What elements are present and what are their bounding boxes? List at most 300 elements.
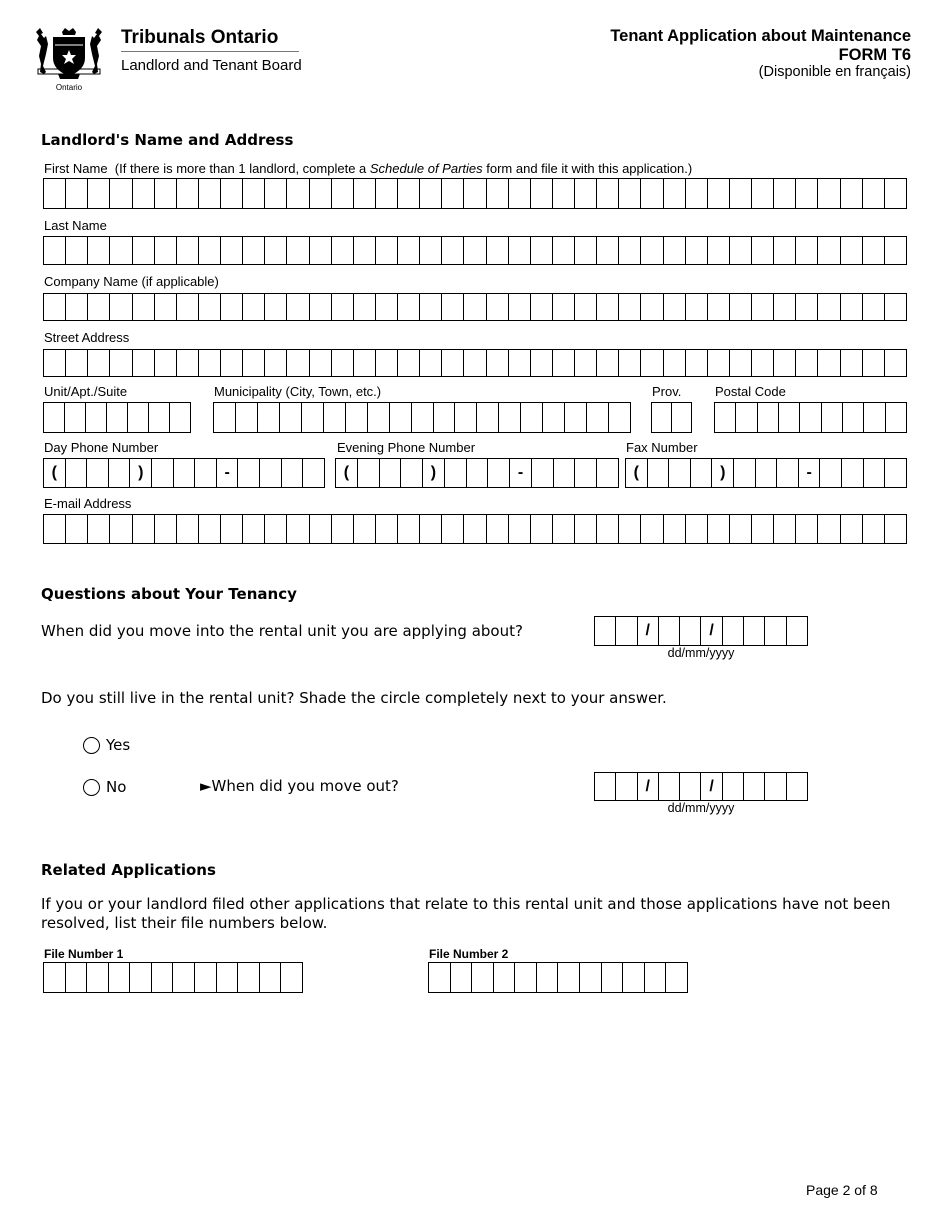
input-cell[interactable] (133, 294, 155, 320)
input-cell[interactable] (730, 179, 752, 208)
input-cell[interactable] (177, 515, 199, 543)
input-cell[interactable] (65, 403, 86, 432)
input-cell[interactable] (442, 350, 464, 376)
input-cell[interactable] (195, 963, 217, 992)
input-cell[interactable] (152, 459, 174, 487)
input-cell[interactable] (287, 515, 309, 543)
input-cell[interactable] (214, 403, 236, 432)
input-cell[interactable] (734, 459, 756, 487)
input-cell[interactable] (149, 403, 170, 432)
input-cell[interactable] (398, 179, 420, 208)
first-name-field[interactable] (43, 178, 907, 209)
input-cell[interactable] (133, 515, 155, 543)
input-cell[interactable] (575, 237, 597, 264)
input-cell[interactable] (800, 403, 821, 432)
input-cell[interactable] (774, 237, 796, 264)
input-cell[interactable] (310, 294, 332, 320)
input-cell[interactable] (368, 403, 390, 432)
input-cell[interactable] (796, 179, 818, 208)
input-cell[interactable] (398, 350, 420, 376)
input-cell[interactable] (499, 403, 521, 432)
input-cell[interactable] (429, 963, 451, 992)
input-cell[interactable] (595, 773, 616, 800)
input-cell[interactable] (553, 179, 575, 208)
input-cell[interactable] (44, 403, 65, 432)
input-cell[interactable] (575, 459, 597, 487)
input-cell[interactable] (265, 294, 287, 320)
input-cell[interactable] (110, 350, 132, 376)
input-cell[interactable] (354, 179, 376, 208)
input-cell[interactable] (358, 459, 380, 487)
input-cell[interactable] (842, 459, 864, 487)
input-cell[interactable] (575, 515, 597, 543)
input-cell[interactable] (619, 179, 641, 208)
input-cell[interactable] (66, 179, 88, 208)
input-cell[interactable] (155, 294, 177, 320)
input-cell[interactable] (864, 403, 885, 432)
input-cell[interactable] (401, 459, 423, 487)
input-cell[interactable] (818, 179, 840, 208)
input-cell[interactable] (44, 294, 66, 320)
input-cell[interactable] (841, 294, 863, 320)
input-cell[interactable] (88, 179, 110, 208)
input-cell[interactable] (412, 403, 434, 432)
input-cell[interactable] (44, 179, 66, 208)
input-cell[interactable] (752, 294, 774, 320)
input-cell[interactable] (376, 237, 398, 264)
input-cell[interactable] (708, 294, 730, 320)
input-cell[interactable] (669, 459, 691, 487)
input-cell[interactable] (281, 963, 302, 992)
input-cell[interactable] (531, 179, 553, 208)
input-cell[interactable] (110, 515, 132, 543)
input-cell[interactable] (580, 963, 602, 992)
input-cell[interactable] (487, 515, 509, 543)
input-cell[interactable] (777, 459, 799, 487)
input-cell[interactable] (221, 515, 243, 543)
input-cell[interactable] (464, 179, 486, 208)
input-cell[interactable] (744, 773, 765, 800)
input-cell[interactable] (44, 963, 66, 992)
input-cell[interactable] (730, 237, 752, 264)
input-cell[interactable] (565, 403, 587, 432)
input-cell[interactable] (841, 237, 863, 264)
input-cell[interactable] (376, 515, 398, 543)
input-cell[interactable] (199, 350, 221, 376)
input-cell[interactable] (420, 179, 442, 208)
input-cell[interactable] (531, 294, 553, 320)
input-cell[interactable] (885, 294, 906, 320)
input-cell[interactable] (260, 459, 282, 487)
input-cell[interactable] (664, 294, 686, 320)
input-cell[interactable] (659, 773, 680, 800)
input-cell[interactable] (280, 403, 302, 432)
input-cell[interactable] (886, 403, 906, 432)
input-cell[interactable] (310, 350, 332, 376)
input-cell[interactable] (744, 617, 765, 645)
input-cell[interactable] (380, 459, 402, 487)
input-cell[interactable] (287, 179, 309, 208)
input-cell[interactable] (752, 237, 774, 264)
input-cell[interactable] (332, 237, 354, 264)
input-cell[interactable] (332, 350, 354, 376)
input-cell[interactable] (44, 350, 66, 376)
input-cell[interactable] (723, 773, 744, 800)
input-cell[interactable] (736, 403, 757, 432)
input-cell[interactable] (841, 350, 863, 376)
input-cell[interactable] (723, 617, 744, 645)
move-out-date-field[interactable] (594, 772, 808, 801)
input-cell[interactable] (487, 237, 509, 264)
input-cell[interactable] (730, 515, 752, 543)
input-cell[interactable] (107, 403, 128, 432)
input-cell[interactable] (488, 459, 510, 487)
input-cell[interactable] (109, 459, 131, 487)
input-cell[interactable] (472, 963, 494, 992)
input-cell[interactable] (243, 350, 265, 376)
input-cell[interactable] (730, 350, 752, 376)
input-cell[interactable] (796, 237, 818, 264)
input-cell[interactable] (666, 963, 687, 992)
input-cell[interactable] (686, 350, 708, 376)
input-cell[interactable] (170, 403, 190, 432)
input-cell[interactable] (787, 773, 807, 800)
input-cell[interactable] (265, 179, 287, 208)
input-cell[interactable] (686, 515, 708, 543)
input-cell[interactable] (843, 403, 864, 432)
input-cell[interactable] (597, 459, 618, 487)
input-cell[interactable] (756, 459, 778, 487)
input-cell[interactable] (442, 237, 464, 264)
input-cell[interactable] (155, 515, 177, 543)
input-cell[interactable] (88, 237, 110, 264)
input-cell[interactable] (708, 237, 730, 264)
input-cell[interactable] (841, 179, 863, 208)
input-cell[interactable] (494, 963, 516, 992)
input-cell[interactable] (537, 963, 559, 992)
input-cell[interactable] (575, 350, 597, 376)
input-cell[interactable] (238, 459, 260, 487)
input-cell[interactable] (332, 515, 354, 543)
input-cell[interactable] (44, 237, 66, 264)
input-cell[interactable] (420, 294, 442, 320)
input-cell[interactable] (863, 515, 885, 543)
input-cell[interactable] (691, 459, 713, 487)
input-cell[interactable] (509, 237, 531, 264)
input-cell[interactable] (885, 459, 906, 487)
input-cell[interactable] (602, 963, 624, 992)
input-cell[interactable] (641, 179, 663, 208)
input-cell[interactable] (708, 179, 730, 208)
input-cell[interactable] (477, 403, 499, 432)
input-cell[interactable] (464, 350, 486, 376)
input-cell[interactable] (332, 294, 354, 320)
input-cell[interactable] (265, 237, 287, 264)
input-cell[interactable] (765, 617, 786, 645)
input-cell[interactable] (258, 403, 280, 432)
input-cell[interactable] (863, 179, 885, 208)
input-cell[interactable] (177, 294, 199, 320)
input-cell[interactable] (173, 963, 195, 992)
email-field[interactable] (43, 514, 907, 544)
input-cell[interactable] (287, 237, 309, 264)
input-cell[interactable] (354, 237, 376, 264)
input-cell[interactable] (885, 237, 906, 264)
input-cell[interactable] (664, 350, 686, 376)
input-cell[interactable] (128, 403, 149, 432)
input-cell[interactable] (509, 294, 531, 320)
input-cell[interactable] (863, 294, 885, 320)
input-cell[interactable] (88, 515, 110, 543)
input-cell[interactable] (531, 237, 553, 264)
input-cell[interactable] (597, 237, 619, 264)
input-cell[interactable] (597, 350, 619, 376)
input-cell[interactable] (553, 294, 575, 320)
input-cell[interactable] (398, 237, 420, 264)
input-cell[interactable] (88, 350, 110, 376)
input-cell[interactable] (648, 459, 670, 487)
input-cell[interactable] (645, 963, 667, 992)
input-cell[interactable] (442, 294, 464, 320)
input-cell[interactable] (199, 294, 221, 320)
input-cell[interactable] (221, 179, 243, 208)
input-cell[interactable] (708, 515, 730, 543)
input-cell[interactable] (442, 179, 464, 208)
input-cell[interactable] (623, 963, 645, 992)
input-cell[interactable] (217, 963, 239, 992)
input-cell[interactable] (445, 459, 467, 487)
input-cell[interactable] (575, 179, 597, 208)
input-cell[interactable] (664, 237, 686, 264)
last-name-field[interactable] (43, 236, 907, 265)
input-cell[interactable] (686, 179, 708, 208)
input-cell[interactable] (390, 403, 412, 432)
input-cell[interactable] (464, 237, 486, 264)
input-cell[interactable] (752, 515, 774, 543)
input-cell[interactable] (265, 350, 287, 376)
input-cell[interactable] (87, 459, 109, 487)
input-cell[interactable] (354, 515, 376, 543)
input-cell[interactable] (641, 294, 663, 320)
company-name-field[interactable] (43, 293, 907, 321)
input-cell[interactable] (885, 179, 906, 208)
input-cell[interactable] (464, 515, 486, 543)
input-cell[interactable] (420, 515, 442, 543)
unit-field[interactable] (43, 402, 191, 433)
input-cell[interactable] (310, 179, 332, 208)
move-in-date-field[interactable] (594, 616, 808, 646)
input-cell[interactable] (758, 403, 779, 432)
input-cell[interactable] (619, 515, 641, 543)
input-cell[interactable] (152, 963, 174, 992)
input-cell[interactable] (66, 963, 88, 992)
input-cell[interactable] (238, 963, 260, 992)
street-address-field[interactable] (43, 349, 907, 377)
input-cell[interactable] (310, 237, 332, 264)
input-cell[interactable] (652, 403, 672, 432)
input-cell[interactable] (420, 237, 442, 264)
postal-code-field[interactable] (714, 402, 907, 433)
input-cell[interactable] (641, 237, 663, 264)
input-cell[interactable] (310, 515, 332, 543)
input-cell[interactable] (434, 403, 456, 432)
input-cell[interactable] (779, 403, 800, 432)
input-cell[interactable] (221, 237, 243, 264)
input-cell[interactable] (774, 350, 796, 376)
input-cell[interactable] (88, 294, 110, 320)
input-cell[interactable] (885, 515, 906, 543)
input-cell[interactable] (376, 179, 398, 208)
input-cell[interactable] (818, 237, 840, 264)
input-cell[interactable] (66, 350, 88, 376)
yes-radio-circle[interactable] (83, 737, 100, 754)
input-cell[interactable] (243, 237, 265, 264)
input-cell[interactable] (531, 515, 553, 543)
input-cell[interactable] (44, 515, 66, 543)
input-cell[interactable] (110, 294, 132, 320)
input-cell[interactable] (455, 403, 477, 432)
input-cell[interactable] (303, 459, 324, 487)
input-cell[interactable] (130, 963, 152, 992)
input-cell[interactable] (532, 459, 554, 487)
input-cell[interactable] (752, 179, 774, 208)
input-cell[interactable] (664, 515, 686, 543)
input-cell[interactable] (730, 294, 752, 320)
input-cell[interactable] (641, 515, 663, 543)
day-phone-field[interactable] (43, 458, 325, 488)
input-cell[interactable] (841, 515, 863, 543)
input-cell[interactable] (398, 515, 420, 543)
input-cell[interactable] (155, 350, 177, 376)
input-cell[interactable] (221, 350, 243, 376)
input-cell[interactable] (287, 294, 309, 320)
input-cell[interactable] (774, 179, 796, 208)
input-cell[interactable] (199, 237, 221, 264)
input-cell[interactable] (822, 403, 843, 432)
input-cell[interactable] (796, 350, 818, 376)
input-cell[interactable] (680, 617, 701, 645)
input-cell[interactable] (195, 459, 217, 487)
input-cell[interactable] (110, 237, 132, 264)
no-radio-circle[interactable] (83, 779, 100, 796)
input-cell[interactable] (346, 403, 368, 432)
input-cell[interactable] (521, 403, 543, 432)
input-cell[interactable] (66, 515, 88, 543)
input-cell[interactable] (787, 617, 807, 645)
still-live-no-option[interactable] (83, 778, 126, 796)
input-cell[interactable] (199, 179, 221, 208)
input-cell[interactable] (464, 294, 486, 320)
input-cell[interactable] (442, 515, 464, 543)
input-cell[interactable] (451, 963, 473, 992)
file-number-2-field[interactable] (428, 962, 688, 993)
input-cell[interactable] (398, 294, 420, 320)
input-cell[interactable] (177, 350, 199, 376)
input-cell[interactable] (619, 294, 641, 320)
input-cell[interactable] (553, 515, 575, 543)
input-cell[interactable] (376, 294, 398, 320)
input-cell[interactable] (796, 294, 818, 320)
input-cell[interactable] (664, 179, 686, 208)
input-cell[interactable] (818, 350, 840, 376)
input-cell[interactable] (467, 459, 489, 487)
input-cell[interactable] (820, 459, 842, 487)
input-cell[interactable] (509, 350, 531, 376)
input-cell[interactable] (236, 403, 258, 432)
input-cell[interactable] (109, 963, 131, 992)
input-cell[interactable] (553, 237, 575, 264)
input-cell[interactable] (774, 515, 796, 543)
input-cell[interactable] (487, 350, 509, 376)
input-cell[interactable] (818, 294, 840, 320)
input-cell[interactable] (302, 403, 324, 432)
input-cell[interactable] (553, 350, 575, 376)
input-cell[interactable] (354, 350, 376, 376)
input-cell[interactable] (885, 350, 906, 376)
input-cell[interactable] (66, 294, 88, 320)
input-cell[interactable] (243, 294, 265, 320)
evening-phone-field[interactable] (335, 458, 619, 488)
input-cell[interactable] (354, 294, 376, 320)
input-cell[interactable] (531, 350, 553, 376)
input-cell[interactable] (110, 179, 132, 208)
input-cell[interactable] (199, 515, 221, 543)
input-cell[interactable] (177, 179, 199, 208)
input-cell[interactable] (616, 773, 637, 800)
input-cell[interactable] (765, 773, 786, 800)
input-cell[interactable] (575, 294, 597, 320)
input-cell[interactable] (619, 237, 641, 264)
input-cell[interactable] (287, 350, 309, 376)
input-cell[interactable] (420, 350, 442, 376)
input-cell[interactable] (609, 403, 630, 432)
input-cell[interactable] (796, 515, 818, 543)
input-cell[interactable] (619, 350, 641, 376)
input-cell[interactable] (282, 459, 304, 487)
input-cell[interactable] (587, 403, 609, 432)
input-cell[interactable] (133, 350, 155, 376)
municipality-field[interactable] (213, 402, 631, 433)
input-cell[interactable] (752, 350, 774, 376)
input-cell[interactable] (509, 515, 531, 543)
input-cell[interactable] (774, 294, 796, 320)
input-cell[interactable] (715, 403, 736, 432)
still-live-yes-option[interactable] (83, 736, 130, 754)
input-cell[interactable] (558, 963, 580, 992)
input-cell[interactable] (221, 294, 243, 320)
input-cell[interactable] (66, 237, 88, 264)
input-cell[interactable] (595, 617, 616, 645)
input-cell[interactable] (86, 403, 107, 432)
input-cell[interactable] (686, 237, 708, 264)
input-cell[interactable] (515, 963, 537, 992)
input-cell[interactable] (487, 294, 509, 320)
input-cell[interactable] (177, 237, 199, 264)
input-cell[interactable] (818, 515, 840, 543)
input-cell[interactable] (863, 237, 885, 264)
fax-number-field[interactable] (625, 458, 907, 488)
province-field[interactable] (651, 402, 692, 433)
input-cell[interactable] (155, 179, 177, 208)
input-cell[interactable] (87, 963, 109, 992)
input-cell[interactable] (597, 294, 619, 320)
input-cell[interactable] (680, 773, 701, 800)
input-cell[interactable] (864, 459, 886, 487)
input-cell[interactable] (672, 403, 691, 432)
input-cell[interactable] (597, 515, 619, 543)
input-cell[interactable] (641, 350, 663, 376)
input-cell[interactable] (616, 617, 637, 645)
